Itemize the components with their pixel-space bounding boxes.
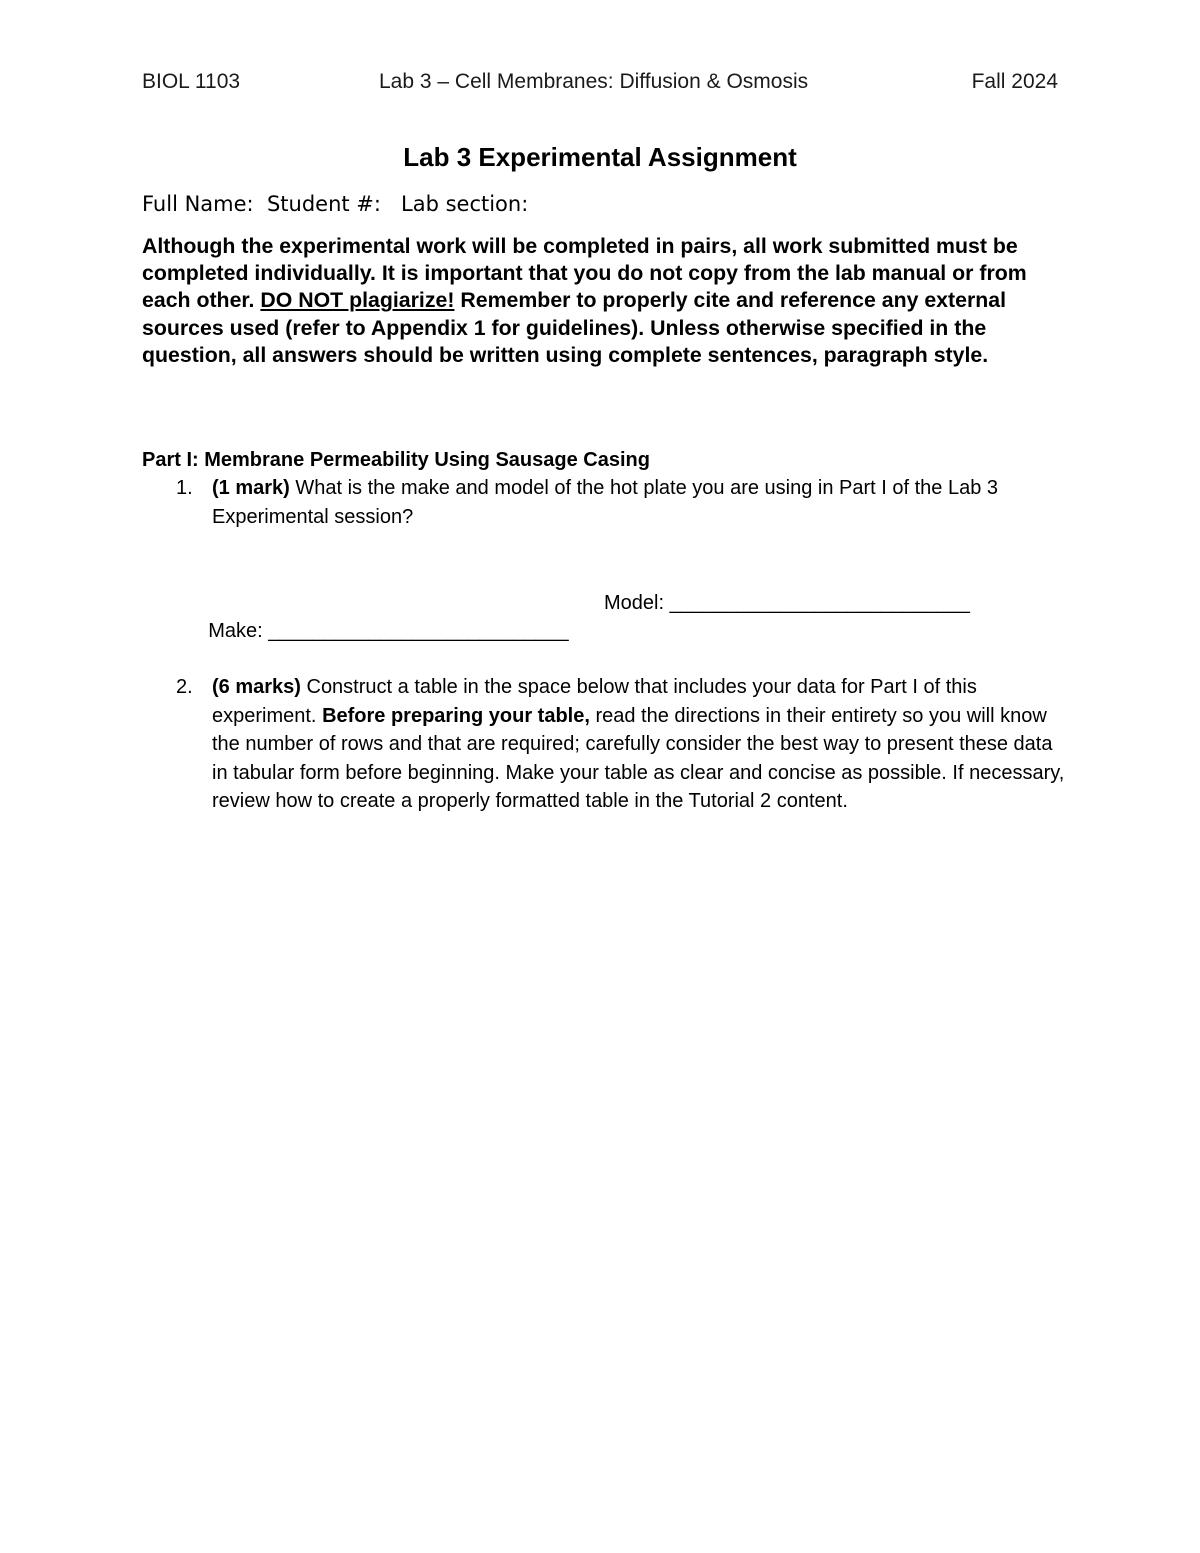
question-text-b: read the directions in their entirety so you will know the number of rows and that are required; carefully consider the best way to present these data in tabular form before beginning. Make your table as clear and concise as possible. If necessary, review how to create a properly formatted table in the Tutorial 2 content. bbox=[212, 704, 1065, 813]
course-code: BIOL 1103 bbox=[142, 70, 241, 93]
lab-title: Lab 3 – Cell Membranes: Diffusion & Osmosis bbox=[379, 70, 809, 93]
question-text-a: Construct a table in the space below that includes your data for Part I of this experiment. bbox=[212, 676, 977, 727]
question-number: 2. bbox=[176, 676, 193, 698]
part-heading: Part I: Membrane Permeability Using Sausage Casing bbox=[142, 449, 650, 471]
question-body bbox=[212, 474, 1072, 531]
question-marks: (6 marks) bbox=[212, 676, 301, 698]
page-header bbox=[142, 70, 1058, 98]
term: Fall 2024 bbox=[971, 70, 1058, 93]
question-2 bbox=[142, 673, 1072, 816]
instructions-paragraph bbox=[142, 233, 1072, 369]
question-body bbox=[212, 673, 1072, 816]
question-marks: (1 mark) bbox=[212, 477, 290, 499]
assignment-title: Lab 3 Experimental Assignment bbox=[403, 142, 797, 172]
instructions-text-1: Although the experimental work will be completed in pairs, all work submitted must be completed individually. It is important that you do not copy from the lab manual or from each other. bbox=[142, 234, 1027, 313]
question-number: 1. bbox=[176, 477, 193, 499]
model-field[interactable]: Model: ___________________________ bbox=[604, 592, 970, 614]
make-field[interactable]: Make: ___________________________ bbox=[208, 620, 569, 642]
plagiarism-warning: DO NOT plagiarize! bbox=[260, 288, 455, 313]
question-bold-phrase: Before preparing your table, bbox=[322, 704, 590, 727]
student-info-fields: Full Name: Student #: Lab section: bbox=[142, 192, 529, 216]
instructions-text-2: Remember to properly cite and reference any external sources used (refer to Appendix 1 for guidelines). Unless otherwise specified in the question, all answers should be written using complete sentences, paragraph style. bbox=[142, 288, 1007, 367]
question-text: What is the make and model of the hot plate you are using in Part I of the Lab 3 Experimental session? bbox=[212, 477, 999, 528]
question-1 bbox=[142, 474, 1072, 531]
